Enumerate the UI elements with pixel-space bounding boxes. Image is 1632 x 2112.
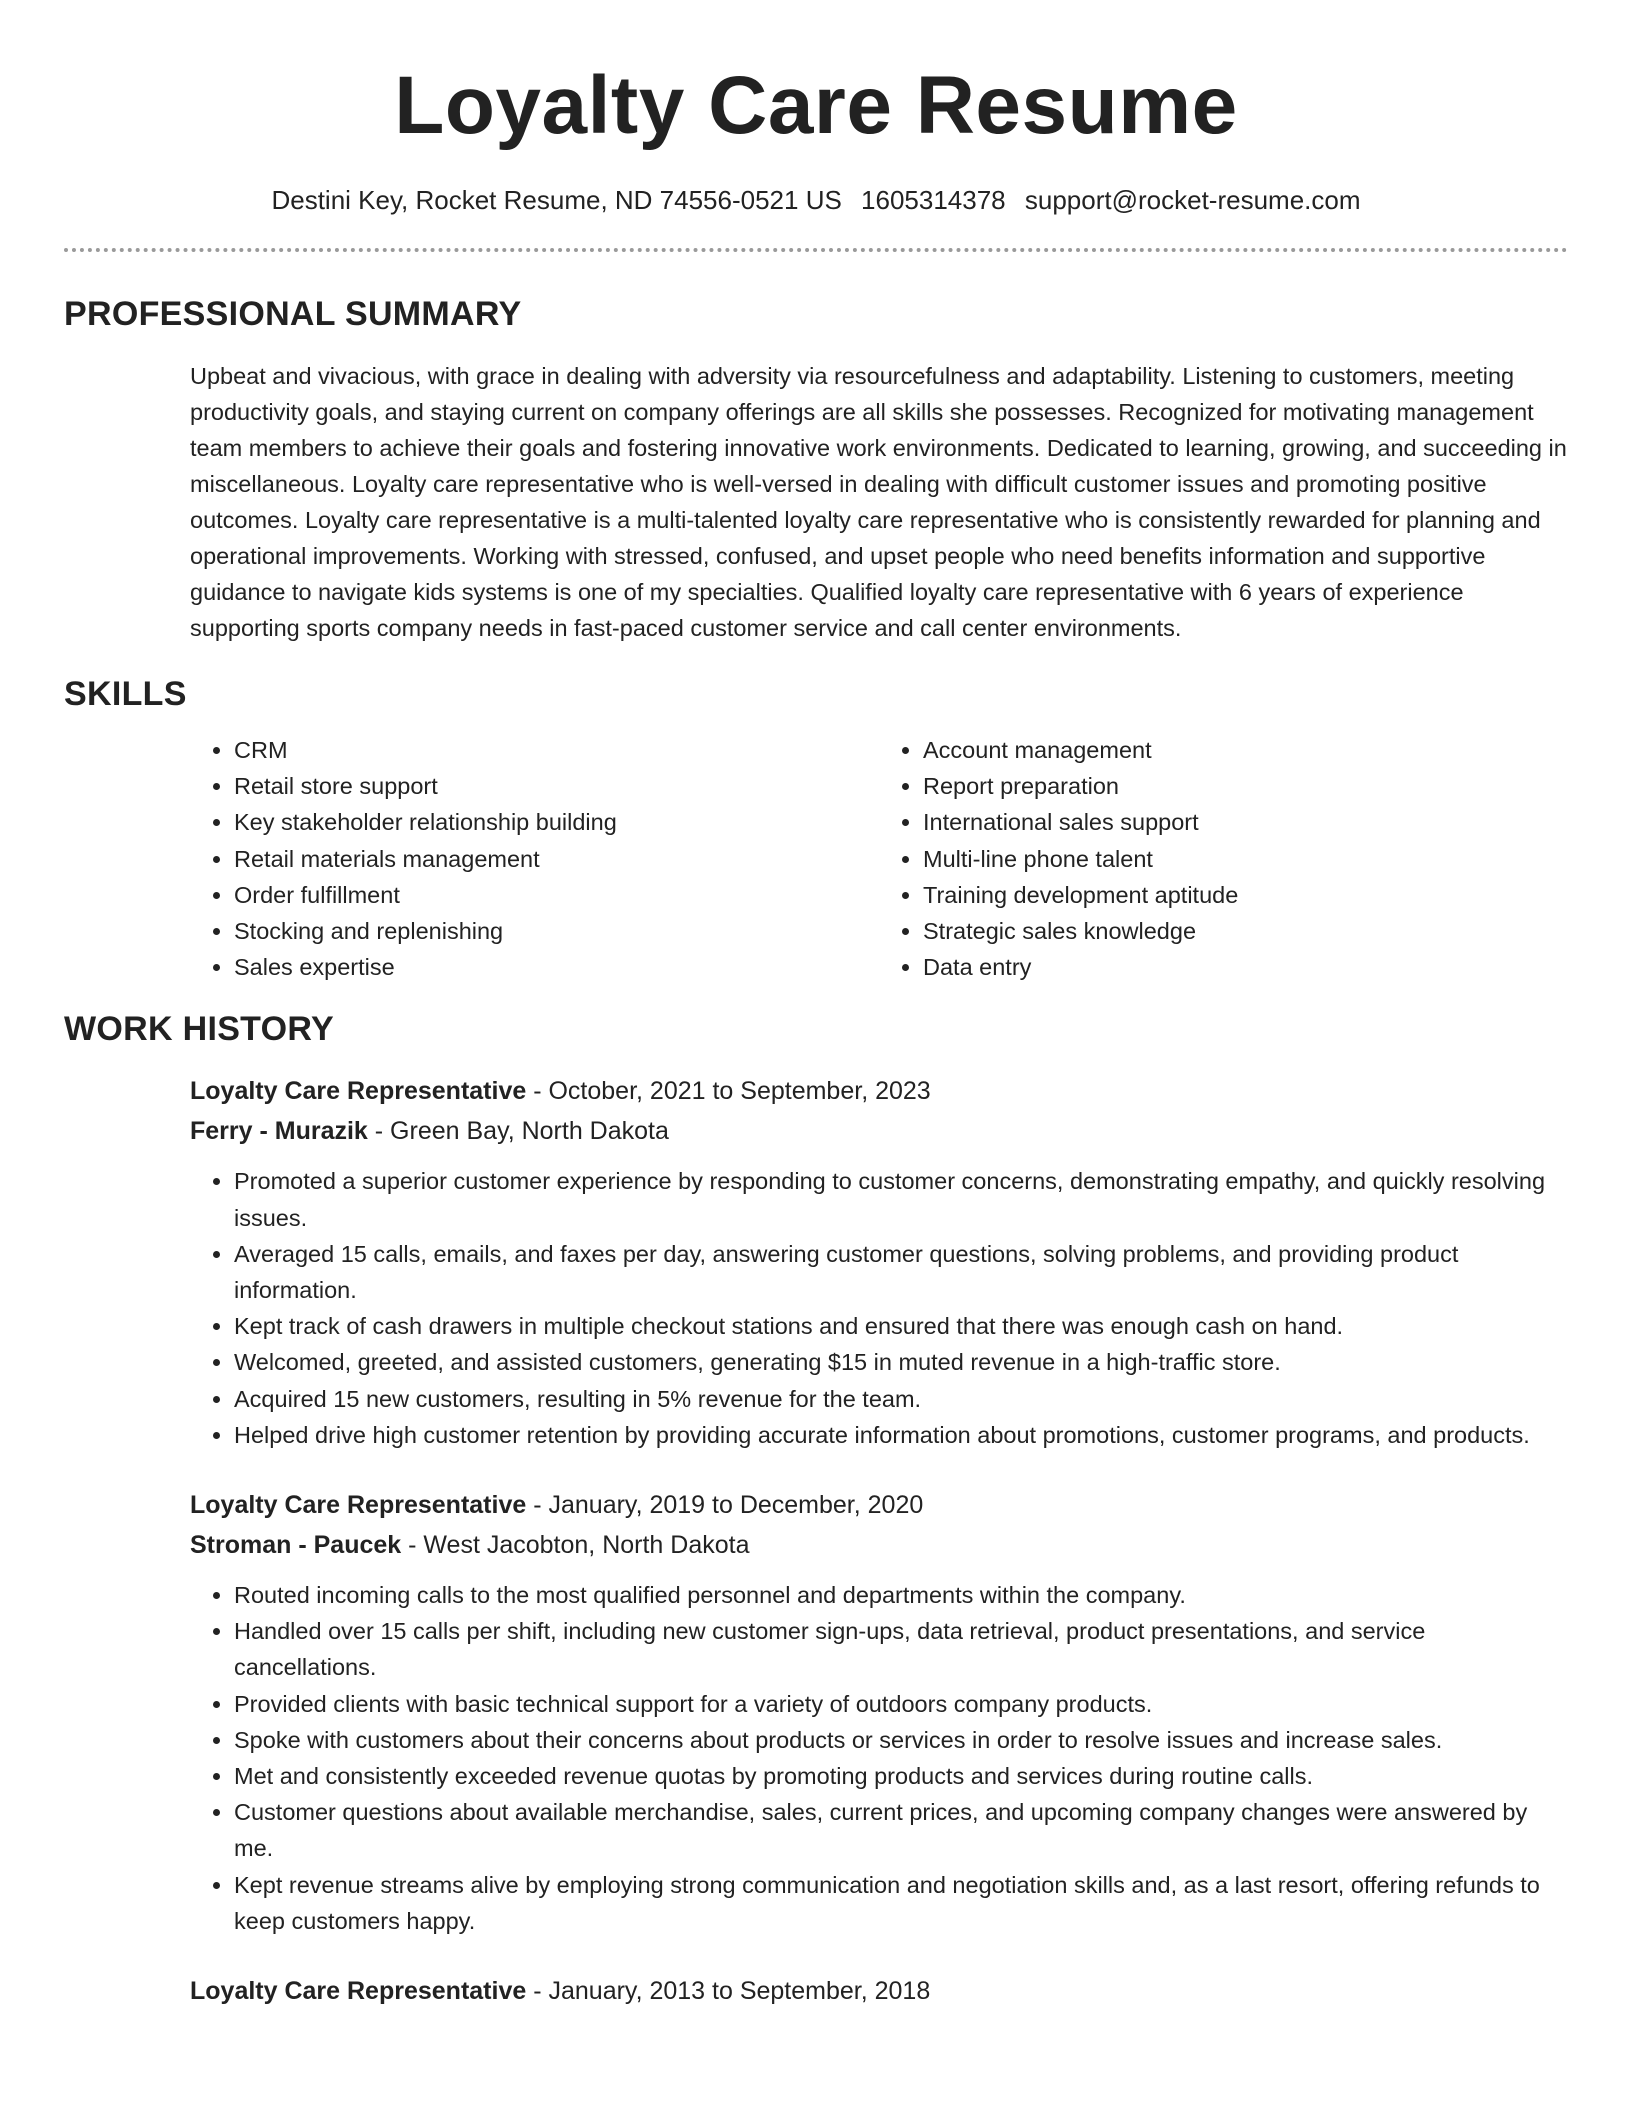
job-bullets: [190, 1163, 1568, 1453]
skill-item: • Training development aptitude: [923, 877, 1568, 913]
summary-heading: PROFESSIONAL SUMMARY: [64, 295, 522, 333]
skills-grid: [64, 732, 1568, 985]
work-history-section: [64, 1007, 1568, 2011]
skill-item: • Report preparation: [923, 768, 1568, 804]
job-company-line: [190, 1111, 1568, 1151]
skill-item: • International sales support: [923, 804, 1568, 840]
job-dates: - January, 2019 to December, 2020: [526, 1491, 924, 1520]
job-bullet: • Handled over 15 calls per shift, including new customer sign-ups, data retrieval, product presentations, and service cancellations.: [234, 1613, 1568, 1685]
job-title-line: [190, 1071, 1568, 1111]
job-location: - Green Bay, North Dakota: [367, 1117, 669, 1146]
summary-body: [64, 358, 1568, 646]
work-history-body: [64, 1071, 1568, 2011]
job-bullet: • Routed incoming calls to the most qualified personnel and departments within the company.: [234, 1577, 1568, 1613]
job-title: Loyalty Care Representative: [190, 1077, 527, 1106]
job-entry: [190, 1971, 1568, 2011]
job-bullet: • Provided clients with basic technical support for a variety of outdoors company products.: [234, 1686, 1568, 1722]
work-history-heading: WORK HISTORY: [64, 1010, 334, 1049]
job-bullet: • Acquired 15 new customers, resulting in 5% revenue for the team.: [234, 1381, 1568, 1417]
job-bullet: • Spoke with customers about their concerns about products or services in order to resolve issues and increase sales.: [234, 1722, 1568, 1758]
summary-text: Upbeat and vivacious, with grace in dealing with adversity via resourcefulness and adaptability. Listening to customers, meeting productivity goals, and staying current on company offerings are all skills she possesses. Recognized for motivating management team members to achieve their goals and fostering innovative work environments. Dedicated to learning, growing, and succeeding in miscellaneous. Loyalty care representative who is well-versed in dealing with difficult customer issues and promoting positive outcomes. Loyalty care representative is a multi-talented loyalty care representative who is consistently rewarded for planning and operational improvements. Working with stressed, confused, and upset people who need benefits information and supportive guidance to navigate kids systems is one of my specialties. Qualified loyalty care representative with 6 years of experience supporting sports company needs in fast-paced customer service and call center environments.: [190, 363, 1567, 641]
job-bullet: • Welcomed, greeted, and assisted customers, generating $15 in muted revenue in a high-traffic store.: [234, 1344, 1568, 1380]
job-title-line: [190, 1485, 1568, 1525]
resume-title: Loyalty Care Resume: [394, 60, 1238, 151]
skill-item: • Stocking and replenishing: [234, 913, 879, 949]
job-bullet: • Customer questions about available merchandise, sales, current prices, and upcoming company changes were answered by me.: [234, 1794, 1568, 1866]
job-company-line: [190, 1525, 1568, 1565]
skill-item: • Sales expertise: [234, 949, 879, 985]
job-title: Loyalty Care Representative: [190, 1491, 527, 1520]
job-dates: - October, 2021 to September, 2023: [526, 1077, 931, 1106]
skill-item: • Retail materials management: [234, 841, 879, 877]
skill-item: • Strategic sales knowledge: [923, 913, 1568, 949]
skill-item: • Retail store support: [234, 768, 879, 804]
job-entry: [190, 1485, 1568, 1939]
job-entry: [190, 1071, 1568, 1453]
contact-phone: 1605314378: [861, 185, 1006, 215]
job-location: - West Jacobton, North Dakota: [401, 1531, 750, 1560]
job-bullet: • Kept track of cash drawers in multiple checkout stations and ensured that there was enough cash on hand.: [234, 1308, 1568, 1344]
skills-list-left: [190, 732, 879, 985]
job-company: Stroman - Paucek: [190, 1531, 402, 1560]
resume-header: [64, 0, 1568, 252]
skills-heading: SKILLS: [64, 675, 187, 713]
job-bullet: • Averaged 15 calls, emails, and faxes per day, answering customer questions, solving problems, and providing product information.: [234, 1236, 1568, 1308]
skills-section: [64, 672, 1568, 985]
skill-item: • CRM: [234, 732, 879, 768]
job-bullet: • Promoted a superior customer experience by responding to customer concerns, demonstrating empathy, and quickly resolving issues.: [234, 1163, 1568, 1235]
contact-address: Destini Key, Rocket Resume, ND 74556-0521 US: [271, 185, 842, 215]
skill-item: • Account management: [923, 732, 1568, 768]
contact-line: [64, 182, 1568, 218]
job-bullet: • Helped drive high customer retention by providing accurate information about promotions, customer programs, and products.: [234, 1417, 1568, 1453]
summary-section: [64, 292, 1568, 646]
job-dates: - January, 2013 to September, 2018: [526, 1977, 931, 2006]
job-bullet: • Met and consistently exceeded revenue quotas by promoting products and services during routine calls.: [234, 1758, 1568, 1794]
skill-item: • Multi-line phone talent: [923, 841, 1568, 877]
job-bullets: [190, 1577, 1568, 1939]
contact-email: support@rocket-resume.com: [1024, 185, 1361, 215]
skill-item: • Data entry: [923, 949, 1568, 985]
job-title-line: [190, 1971, 1568, 2011]
job-company: Ferry - Murazik: [190, 1117, 368, 1146]
header-divider: [64, 248, 1568, 252]
job-bullet: • Kept revenue streams alive by employing strong communication and negotiation skills and, as a last resort, offering refunds to keep customers happy.: [234, 1867, 1568, 1939]
skill-item: • Key stakeholder relationship building: [234, 804, 879, 840]
skill-item: • Order fulfillment: [234, 877, 879, 913]
job-title: Loyalty Care Representative: [190, 1977, 527, 2006]
skills-list-right: [879, 732, 1568, 985]
